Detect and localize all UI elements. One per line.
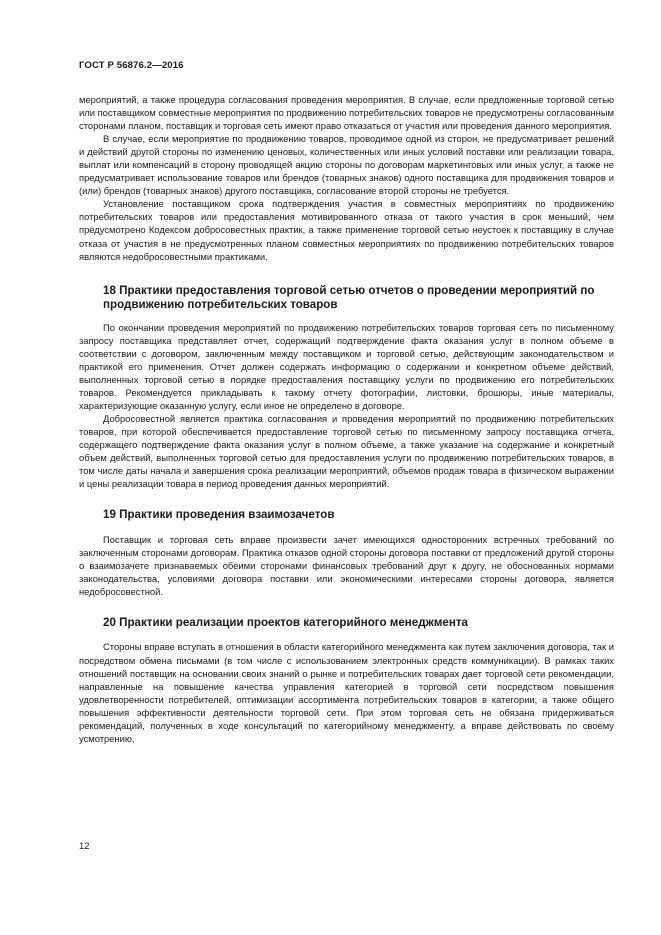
document-header: ГОСТ Р 56876.2—2016 [79, 60, 184, 71]
section-19-heading: 19 Практики проведения взаимозачетов [103, 508, 335, 522]
intro-paragraph-1: мероприятий, а также процедура согласования проведения мероприятия. В случае, если предложенные торговой сетью или поставщиком совместные мероприятия по продвижению потребительских товаров не предусмотрены согласованным сторонами планом, поставщик и торговая сеть имеют право отказаться от участия или проведения данного мероприятия. [79, 94, 614, 132]
section-19-paragraph-1: Поставщик и торговая сеть вправе произвести зачет имеющихся односторонних встречных требований по заключенным сторонами договорам. Практика отказов одной стороны договора поставки от предложений другой стороны о взаимозачете признаваемых обеими сторонами финансовых требований друг к другу, не обоснованных нормами законодательства, условиями договора поставки или экономическими интересами стороны договора, является недобросовестной. [79, 533, 614, 597]
document-body [79, 93, 614, 745]
page-number: 12 [79, 840, 90, 851]
section-20-heading: 20 Практики реализации проектов категорийного менеджмента [103, 615, 468, 629]
section-18-paragraph-1: По окончании проведения мероприятий по продвижению потребительских товаров торговая сеть по письменному запросу поставщика представляет отчет, содержащий подтверждение факта оказания услуг в полном объеме в соответствии с договором, заключенным между поставщиком и торговой сетью, действующим законодательством и практикой его применения. Отчет должен содержать информацию о содержании и конкретном объеме действий, выполненных торговой сетью в порядке предоставления поставщику услуги по продвижению его потребительских товаров. Рекомендуется прикладывать к такому отчету фотографии, листовки, брошюры, иные материалы, характеризующие оказанную услугу, если иное не определено в договоре. [79, 321, 614, 411]
section-18-heading: 18 Практики предоставления торговой сетью отчетов о проведении мероприятий по продвижению потребительских товаров [103, 283, 595, 312]
intro-paragraph-2: В случае, если мероприятие по продвижению товаров, проводимое одной из сторон, не предусматривает решений и действий другой стороны по изменению ценовых, количественных или иных условий поставки или реализации товара, выплат или компенсаций в сторону проводящей акцию стороны по договорам маркетинговых или иных услуг, а также не предусматривает использование товаров или брендов (товарных знаков) одного поставщика для продвижения товаров и (или) брендов (товарных знаков) другого поставщика, согласование второй стороны не требуется. [79, 133, 614, 197]
intro-paragraph-3: Установление поставщиком срока подтверждения участия в совместных мероприятиях по продвижению потребительских товаров или предоставления мотивированного отказа от такого участия в срок меньший, чем предусмотрено Кодексом добросовестных практик, а также применение торговой сетью неустоек к поставщику в случае отказа от участия в не предусмотренных планом совместных мероприятиях по продвижению потребительских товаров являются недобросовестными практиками. [79, 198, 614, 262]
section-18-paragraph-2: Добросовестной является практика согласования и проведения мероприятий по продвижению потребительских товаров, при которой обеспечивается предоставление торговой сетью по письменному запросу поставщика отчета, содержащего подтверждение факта оказания услуг в полном объеме, а также указание на содержание и конкретный объем действий, выполненных торговой сетью для предоставления услуги по продвижению потребительских товаров, в том числе даты начала и завершения срока реализации мероприятий, объемов продаж товара в физическом выражении и цены реализации товара в период проведения данных мероприятий. [79, 412, 614, 490]
section-20-paragraph-1: Стороны вправе вступать в отношения в области категорийного менеджмента как путем заключения договора, так и посредством обмена письмами (в том числе с использованием электронных средств коммуникации). В рамках таких отношений поставщик на основании своих знаний о рынке и потребительских товарах дает торговой сети рекомендации, направленные на повышение качества управления категорией в торговой сети посредством повышения удовлетворенности потребителей, оптимизации ассортимента потребительских товаров в категории, а также общего повышения эффективности деятельности торговой сети. При этом торговая сеть не обязана придерживаться рекомендаций, полученных в ходе консультаций по категорийному менеджменту, а вправе действовать по своему усмотрению, [79, 641, 614, 744]
